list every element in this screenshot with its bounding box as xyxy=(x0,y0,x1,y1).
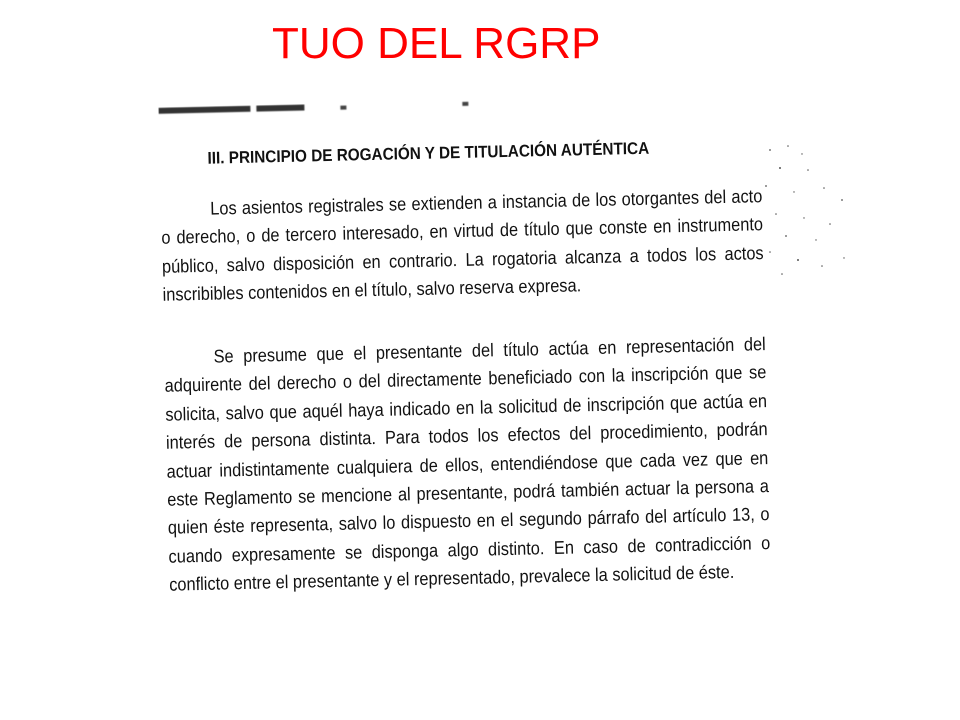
scan-noise-speckles xyxy=(758,140,858,290)
cropped-text-marks xyxy=(158,90,488,115)
paragraph-1: Los asientos registrales se extienden a instancia de los otorgantes del acto o derecho, o de tercero interesado, en virtud de título que conste en instrumento público, salvo disposición en contrario. La rogatoria alcanza a todos los actos inscribibles contenidos en el título, salvo reserva expresa. xyxy=(161,185,764,305)
slide-title: TUO DEL RGRP xyxy=(272,19,601,68)
paragraph-2: Se presume que el presentante del título actúa en representación del adquirente del derecho o del directamente beneficiado con la inscripción que se solicita, salvo que aquél haya indicado en la solicitud de inscripción que actúa en interés de persona distinta. Para todos los efectos del procedimiento, podrán actuar indistintamente cualquiera de ellos, entendiéndose que cada vez que en este Reglamento se mencione al presentante, podrá también actuar la persona a quien éste representa, salvo lo dispuesto en el segundo párrafo del artículo 13, o cuando expresamente se disponga algo distinto. En caso de contradicción o conflicto entre el presentante y el representado, prevalece la solicitud de éste. xyxy=(164,333,771,595)
scanned-document xyxy=(150,78,792,622)
cropped-header-fragment xyxy=(158,90,488,118)
section-heading: III. PRINCIPIO DE ROGACIÓN Y DE TITULACIÓN AUTÉNTICA xyxy=(207,138,650,168)
